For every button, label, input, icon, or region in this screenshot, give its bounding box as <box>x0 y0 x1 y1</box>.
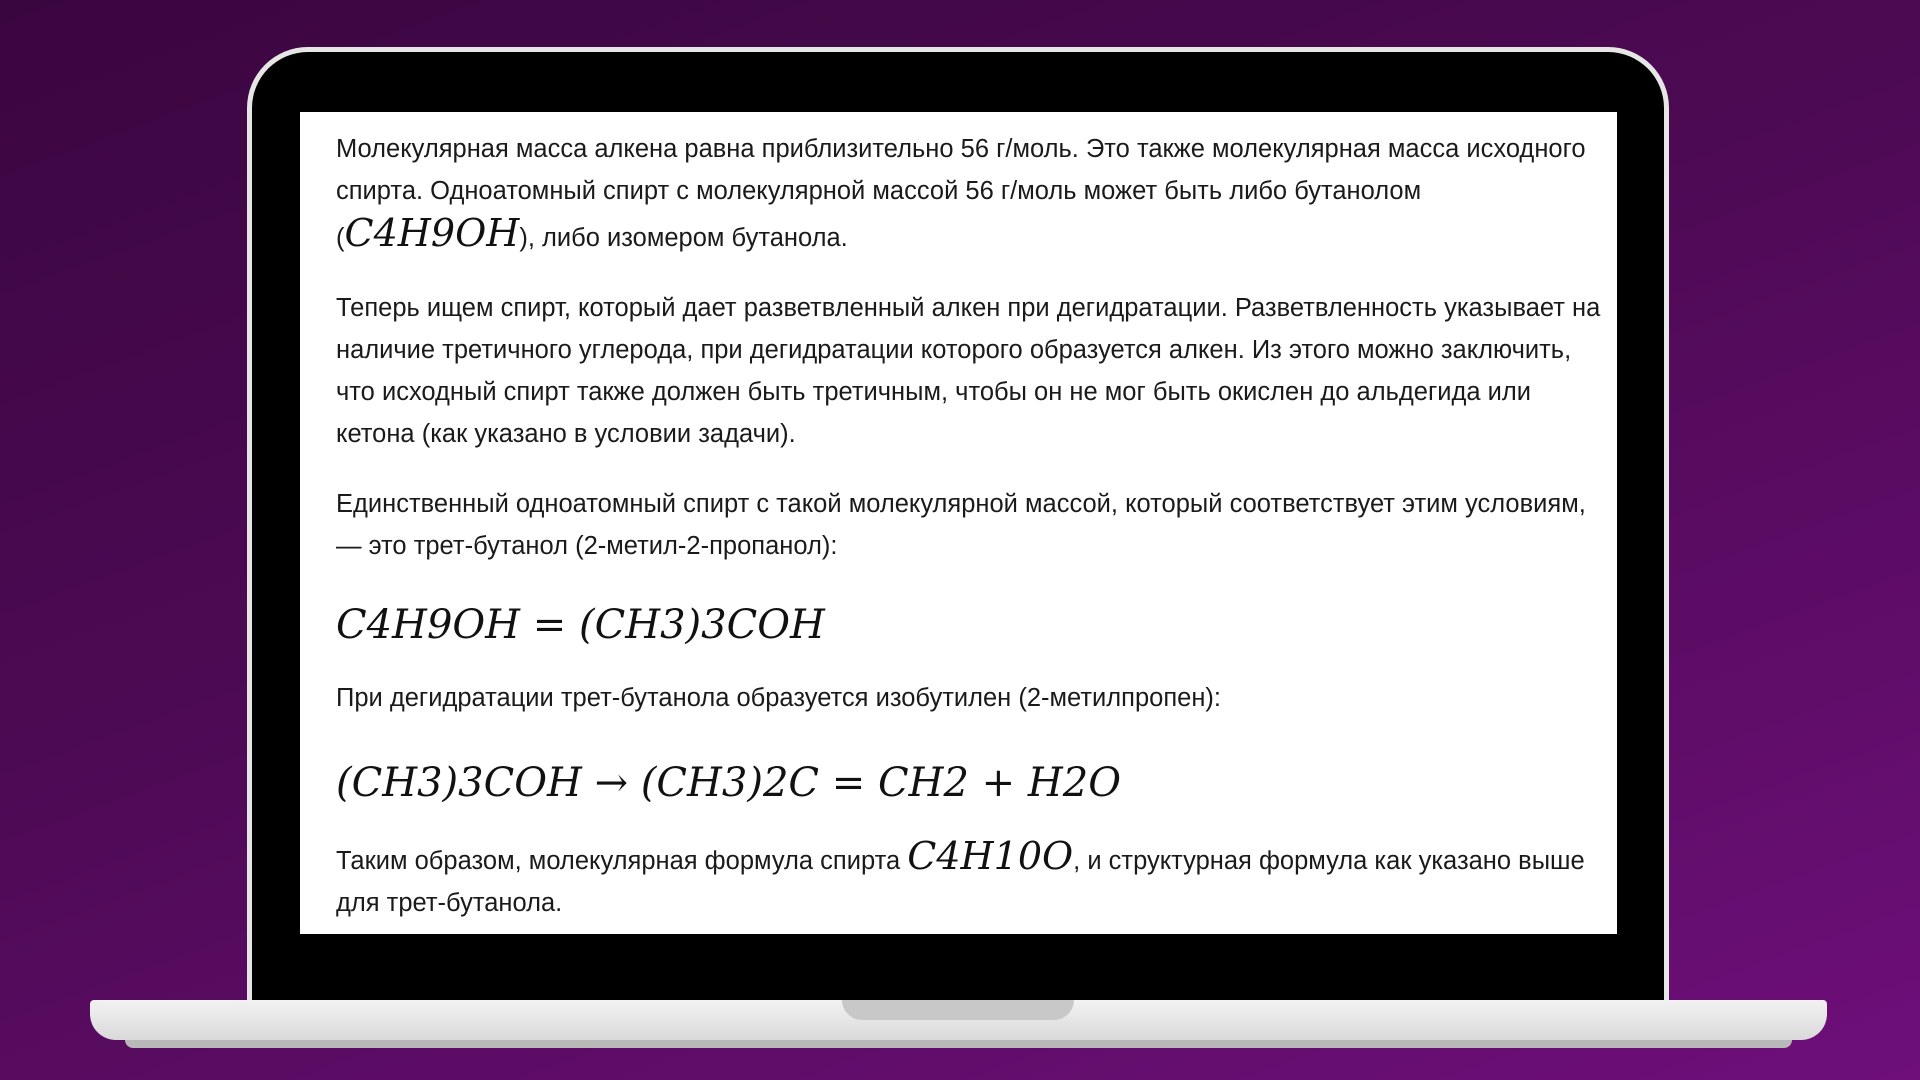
paragraph-text: ), либо изомером бутанола. <box>519 224 848 252</box>
equation-dehydration: (CH3)3COH → (CH3)2C = CH2 + H2O <box>336 760 1121 806</box>
equation-tert-butanol: C4H9OH = (CH3)3COH <box>336 602 825 648</box>
formula-c4h10o: C4H10O <box>907 834 1074 878</box>
laptop-notch <box>842 1000 1074 1020</box>
paragraph-branching: Теперь ищем спирт, который дает разветвленный алкен при дегидратации. Разветвленность указывает на наличие третичного углерода, при дегидратации которого образуется алкен. Из этого можно заключить, что исходный спирт также должен быть третичным, чтобы он не мог быть окислен до альдегида или кетона (как указано в условии задачи). <box>336 294 1601 448</box>
paragraph-text: , и структурная формула как указано выше для трет-бутанола. <box>336 847 1585 917</box>
paragraph-dehydration: При дегидратации трет-бутанола образуется изобутилен (2-метилпропен): <box>336 684 1222 712</box>
answer-content <box>336 128 1606 924</box>
paragraph-tert-butanol: Единственный одноатомный спирт с такой молекулярной массой, который соответствует этим условиям, — это трет-бутанол (2-метил-2-пропанол): <box>336 490 1586 560</box>
paragraph-text: Молекулярная масса алкена равна приблизительно 56 г/моль. Это также молекулярная масса исходного спирта. Одноатомный спирт с молекулярной массой 56 г/моль может быть либо бутанолом ( <box>336 135 1586 252</box>
paragraph-conclusion <box>336 835 1606 924</box>
paragraph-text: Таким образом, молекулярная формула спирта <box>336 847 908 875</box>
laptop-base-shadow <box>125 1040 1792 1048</box>
paragraph-molar-mass <box>336 128 1606 259</box>
laptop-screen <box>300 112 1617 934</box>
formula-butanol: C4H9OH <box>344 211 520 255</box>
